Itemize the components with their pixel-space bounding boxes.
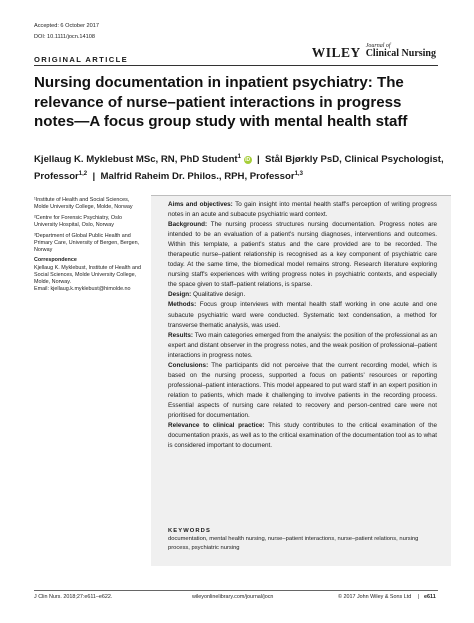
correspondence-heading: Correspondence — [34, 257, 77, 264]
accepted-date: Accepted: 6 October 2017 — [34, 23, 99, 29]
author-3-affil: 1,3 — [294, 171, 303, 178]
footer-separator: | — [418, 594, 420, 600]
footer-url[interactable]: wileyonlinelibrary.com/journal/jocn — [192, 594, 274, 600]
keywords — [168, 527, 437, 552]
abstract-text — [168, 200, 437, 451]
abstract-design: Design: Qualitative design. — [168, 291, 246, 299]
author-2-affil: 1,2 — [78, 171, 88, 178]
footer-page-number: e611 — [424, 594, 436, 600]
journal-name-big: Clinical Nursing — [365, 48, 436, 59]
abstract-background: Background: The nursing process structures nursing documentation. Progress notes are intended to be an evaluation of a patient's nursing diagnoses, interventions and outcomes. Within this template, a patient's status and the care provided are to be recorded. The therapeutic nurse–patient relationship is recognised as a key component of psychiatric care today. At the same time, the biomedical model remains strong. Research literature exploring nursing staff's experiences with writing progress notes in psychiatric contexts, and especially the space given to staff–patient relations, is sparse. — [168, 221, 437, 289]
author-3: Malfrid Raheim Dr. Philos., RPH, Professor — [100, 171, 295, 183]
article-type: ORIGINAL ARTICLE — [34, 55, 129, 64]
header-divider — [34, 65, 438, 66]
correspondence-email[interactable]: Email: kjellaug.k.myklebust@himolde.no — [34, 285, 131, 292]
footer-divider — [34, 590, 438, 591]
abstract-results: Results: Two main categories emerged from the analysis: the position of the professional as an expert and distant observer in the progress notes, and the weak position of professional–patient interactions in progress notes. — [168, 331, 437, 359]
journal-logo — [312, 43, 436, 59]
keywords-text: documentation, mental health nursing, nurse–patient interactions, nurse–patient relations, nursing process, psychiatric nursing — [168, 536, 419, 551]
paper-title: Nursing documentation in inpatient psychiatry: The relevance of nurse–patient interactions in progress notes—A focus group study with mental health staff — [34, 74, 408, 130]
affiliation-1: ¹Institute of Health and Social Sciences, Molde University College, Molde, Norway — [34, 197, 133, 211]
affiliations — [34, 197, 144, 297]
author-2: Stål Bjørkly PsD, Clinical Psychologist, Professor — [34, 154, 444, 183]
footer-citation: J Clin Nurs. 2018;27:e611–e622. — [34, 594, 113, 600]
orcid-icon[interactable]: iD — [245, 157, 251, 164]
abstract-methods: Methods: Focus group interviews with mental health staff working in one acute and one subacute psychiatric ward were conducted. Systematic text condensation, a method for transverse thematic analysis, was used. — [168, 301, 437, 329]
journal-name — [366, 43, 436, 59]
author-separator: | — [256, 154, 260, 166]
abstract-conclusions: Conclusions: The participants did not perceive that the current recording model, which is based on the nursing process, supported a focus on patients' resources or reporting professional–patient interactions. This model appeared to put ward staff in an expert position in relation to patients, which made it challenging to involve patients in the recording process. Essential aspects of nursing care related to recovery and person-centred care were not prioritised for documentation. — [168, 361, 437, 419]
affiliation-3: ³Department of Global Public Health and Primary Care, University of Bergen, Bergen, Norway — [34, 232, 140, 253]
keywords-label: KEYWORDS — [168, 528, 211, 534]
doi[interactable]: DOI: 10.1111/jocn.14108 — [34, 34, 95, 40]
affiliation-2: ²Centre for Forensic Psychiatry, Oslo University Hospital, Oslo, Norway — [34, 214, 122, 228]
author-list — [34, 150, 444, 184]
abstract-relevance: Relevance to clinical practice: This study contributes to the critical examination of the documentation praxis, as well as to the critical examination of the documentation tool as to what is considered important to document. — [168, 422, 438, 450]
footer-copyright: © 2017 John Wiley & Sons Ltd — [338, 594, 412, 600]
publisher-logo: WILEY — [311, 44, 361, 60]
author-1: Kjellaug K. Myklebust MSc, RN, PhD Student — [34, 154, 238, 166]
journal-name-small: Journal of — [365, 43, 391, 49]
abstract-aims: Aims and objectives: To gain insight into mental health staff's perception of writing progress notes in an acute and subacute psychiatric ward context. — [168, 201, 437, 219]
author-separator: | — [92, 171, 96, 183]
author-1-affil: 1 — [237, 154, 241, 160]
correspondence-text: Kjellaug K. Myklebust, Institute of Health and Social Sciences, Molde University College, Molde, Norway. — [34, 264, 141, 285]
